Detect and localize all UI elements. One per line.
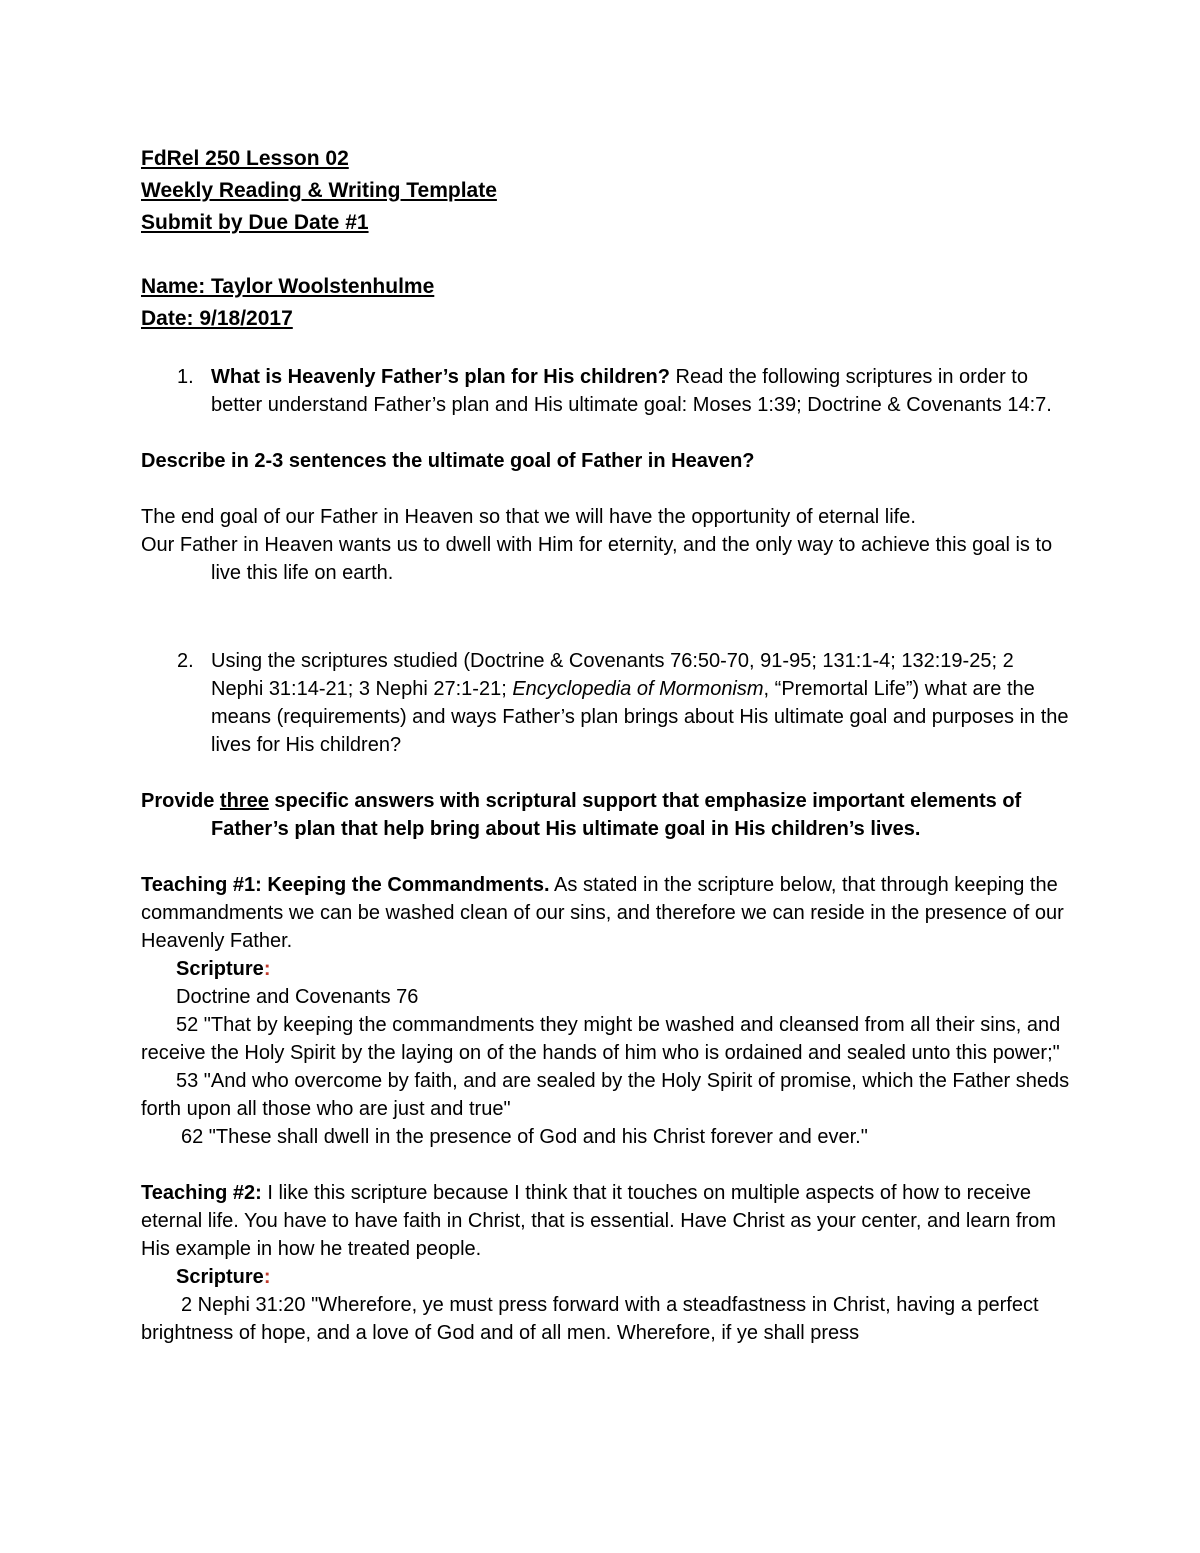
- teaching-1: [141, 871, 1071, 955]
- question-number: 2.: [177, 650, 194, 672]
- answer-1-line-1: The end goal of our Father in Heaven so that we will have the opportunity of eternal life.: [141, 506, 916, 528]
- teaching-1-title: Keeping the Commandments.: [261, 874, 550, 896]
- teaching-2-scripture-label: [141, 1263, 1071, 1291]
- student-name: Name: Taylor Woolstenhulme: [141, 275, 435, 298]
- question-2-text-1: Using the scriptures studied (Doctrine & Covenants 76:50-70, 91-95; 131:1-4; 132:19-25; 2 Nephi 31:14-21; 3 Nephi 27:1-21;: [211, 650, 1014, 700]
- teaching-1-label: Teaching #1:: [141, 874, 262, 896]
- question-2-text-2: , “Premortal Life”) what are the means (requirements) and ways Father’s plan brings about His ultimate goal and purposes in the lives for His children?: [211, 678, 1069, 756]
- answer-1-line-2: Our Father in Heaven wants us to dwell with Him for eternity, and the only way to achieve this goal is to live this life on earth.: [141, 534, 1053, 584]
- teaching-2: [141, 1179, 1071, 1263]
- date-line: Date: 9/18/2017: [141, 307, 293, 330]
- prompt-underlined: three: [219, 790, 269, 812]
- teaching-1-text: As stated in the scripture below, that through keeping the commandments we can be washed clean of our sins, and therefore we can reside in the presence of our Heavenly Father.: [141, 874, 1064, 952]
- question-2-prompt: [141, 787, 1071, 843]
- course-title: FdRel 250 Lesson 02: [141, 147, 349, 170]
- teaching-2-label: Teaching #2:: [141, 1182, 262, 1204]
- scripture-colon: :: [263, 1266, 271, 1288]
- scripture-label: Scripture: [176, 1266, 264, 1288]
- scripture-colon: :: [263, 958, 271, 980]
- template-title: Weekly Reading & Writing Template: [141, 179, 497, 202]
- question-2: [141, 647, 1071, 759]
- question-2-italic: Encyclopedia of Mormonism: [512, 678, 764, 700]
- submit-line: Submit by Due Date #1: [141, 211, 369, 234]
- question-number: 1.: [177, 366, 194, 388]
- document-body: [141, 143, 1071, 1347]
- question-1: [141, 363, 1071, 419]
- teaching-1-book: Doctrine and Covenants 76: [176, 986, 419, 1008]
- question-1-prompt: Describe in 2-3 sentences the ultimate goal of Father in Heaven?: [141, 450, 755, 472]
- teaching-1-scripture-label: [141, 955, 1071, 983]
- verse-52: 52 "That by keeping the commandments they might be washed and cleansed from all their sins, and receive the Holy Spirit by the laying on of the hands of him who is ordained and sealed unto this power;": [141, 1014, 1061, 1064]
- verse-62: 62 "These shall dwell in the presence of God and his Christ forever and ever.": [181, 1126, 868, 1148]
- scripture-label: Scripture: [176, 958, 264, 980]
- question-1-text: Read the following scriptures in order to better understand Father’s plan and His ultimate goal: Moses 1:39; Doctrine & Covenants 14:7.: [211, 366, 1052, 416]
- question-1-bold: What is Heavenly Father’s plan for His children?: [211, 366, 670, 388]
- prompt-pre: Provide: [141, 790, 220, 812]
- teaching-2-text: I like this scripture because I think that it touches on multiple aspects of how to receive eternal life. You have to have faith in Christ, that is essential. Have Christ as your center, and learn from His example in how he treated people.: [141, 1182, 1056, 1260]
- verse-2-nephi: 2 Nephi 31:20 "Wherefore, ye must press forward with a steadfastness in Christ, having a perfect brightness of hope, and a love of God and of all men. Wherefore, if ye shall press: [141, 1294, 1039, 1344]
- verse-53: 53 "And who overcome by faith, and are sealed by the Holy Spirit of promise, which the Father sheds forth upon all those who are just and true": [141, 1070, 1070, 1120]
- prompt-post: specific answers with scriptural support that emphasize important elements of Father’s plan that help bring about His ultimate goal in His children’s lives.: [211, 790, 1022, 840]
